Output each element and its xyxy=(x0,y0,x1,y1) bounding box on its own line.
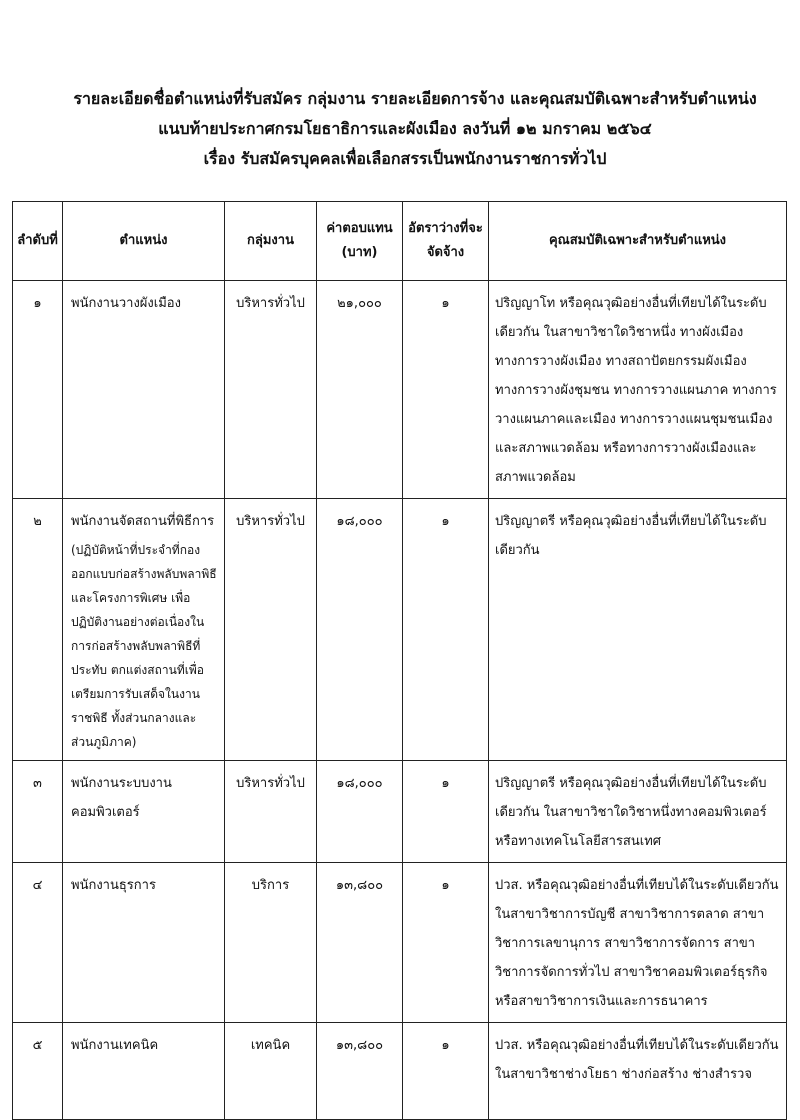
col-header-group: กลุ่มงาน xyxy=(225,202,317,281)
document-header xyxy=(0,84,800,174)
col-header-qualification: คุณสมบัติเฉพาะสำหรับตำแหน่ง xyxy=(489,202,787,281)
header-line-2: แนบท้ายประกาศกรมโยธาธิการและผังเมือง ลงวันที่ ๑๒ มกราคม ๒๕๖๔ xyxy=(158,119,652,138)
row-qualification: ปวส. หรือคุณวุฒิอย่างอื่นที่เทียบได้ในระดับเดียวกัน ในสาขาวิชาช่างโยธา ช่างก่อสร้าง ช่างสำรวจ xyxy=(489,1023,787,1120)
table-row xyxy=(13,863,787,1023)
row-position: พนักงานวางผังเมือง xyxy=(63,281,225,499)
row-group: เทคนิค xyxy=(225,1023,317,1120)
row-salary: ๑๘,๐๐๐ xyxy=(317,761,403,863)
row-count: ๑ xyxy=(403,281,489,499)
row-position: พนักงานเทคนิค xyxy=(63,1023,225,1120)
table-row xyxy=(13,281,787,499)
row-group: บริหารทั่วไป xyxy=(225,281,317,499)
col-header-count: อัตราว่างที่จะจัดจ้าง xyxy=(403,202,489,281)
row-group: บริหารทั่วไป xyxy=(225,499,317,761)
row-position: พนักงานจัดสถานที่พิธีการ xyxy=(71,514,215,529)
positions-table xyxy=(12,201,787,1120)
row-position: พนักงานธุรการ xyxy=(63,863,225,1023)
header-line-1: รายละเอียดชื่อตำแหน่งที่รับสมัคร กลุ่มงาน รายละเอียดการจ้าง และคุณสมบัติเฉพาะสำหรับตำแหน่ง xyxy=(73,89,757,108)
row-no: ๑ xyxy=(13,281,63,499)
row-salary: ๑๘,๐๐๐ xyxy=(317,499,403,761)
row-group: บริหารทั่วไป xyxy=(225,761,317,863)
table-row xyxy=(13,1023,787,1120)
row-position: พนักงานระบบงานคอมพิวเตอร์ xyxy=(63,761,225,863)
col-header-salary: ค่าตอบแทน (บาท) xyxy=(317,202,403,281)
row-qualification: ปริญญาตรี หรือคุณวุฒิอย่างอื่นที่เทียบได้ในระดับเดียวกัน xyxy=(489,499,787,761)
row-position-cell xyxy=(63,499,225,761)
row-salary: ๑๓,๘๐๐ xyxy=(317,1023,403,1120)
row-count: ๑ xyxy=(403,499,489,761)
row-position-note: (ปฏิบัติหน้าที่ประจำที่กองออกแบบก่อสร้างพลับพลาพิธีและโครงการพิเศษ เพื่อปฏิบัติงานอย่างต่อเนื่องในการก่อสร้างพลับพลาพิธีที่ประทับ ตกแต่งสถานที่เพื่อเตรียมการรับเสด็จในงานราชพิธี ทั้งส่วนกลางและส่วนภูมิภาค) xyxy=(71,543,217,749)
row-no: ๔ xyxy=(13,863,63,1023)
col-header-no: ลำดับที่ xyxy=(13,202,63,281)
row-no: ๒ xyxy=(13,499,63,761)
row-qualification: ปริญญาตรี หรือคุณวุฒิอย่างอื่นที่เทียบได้ในระดับเดียวกัน ในสาขาวิชาใดวิชาหนึ่งทางคอมพิวเตอร์ หรือทางเทคโนโลยีสารสนเทศ xyxy=(489,761,787,863)
table-row xyxy=(13,761,787,863)
table-row xyxy=(13,499,787,761)
row-no: ๕ xyxy=(13,1023,63,1120)
row-count: ๑ xyxy=(403,863,489,1023)
row-no: ๓ xyxy=(13,761,63,863)
row-qualification: ปริญญาโท หรือคุณวุฒิอย่างอื่นที่เทียบได้ในระดับเดียวกัน ในสาขาวิชาใดวิชาหนึ่ง ทางผังเมือง ทางการวางผังเมือง ทางสถาปัตยกรรมผังเมือง ทางการวางผังชุมชน ทางการวางแผนภาค ทางการวางแผนภาคและเมือง ทางการวางแผนชุมชนเมืองและสภาพแวดล้อม หรือทางการวางผังเมืองและสภาพแวดล้อม xyxy=(489,281,787,499)
header-line-3: เรื่อง รับสมัครบุคคลเพื่อเลือกสรรเป็นพนักงานราชการทั่วไป xyxy=(203,149,607,168)
row-count: ๑ xyxy=(403,1023,489,1120)
table-header-row xyxy=(13,202,787,281)
row-count: ๑ xyxy=(403,761,489,863)
row-group: บริการ xyxy=(225,863,317,1023)
row-qualification: ปวส. หรือคุณวุฒิอย่างอื่นที่เทียบได้ในระดับเดียวกัน ในสาขาวิชาการบัญชี สาขาวิชาการตลาด สาขาวิชาการเลขานุการ สาขาวิชาการจัดการ สาขาวิชาการจัดการทั่วไป สาขาวิชาคอมพิวเตอร์ธุรกิจ หรือสาขาวิชาการเงินและการธนาคาร xyxy=(489,863,787,1023)
row-salary: ๑๓,๘๐๐ xyxy=(317,863,403,1023)
row-salary: ๒๑,๐๐๐ xyxy=(317,281,403,499)
col-header-position: ตำแหน่ง xyxy=(63,202,225,281)
